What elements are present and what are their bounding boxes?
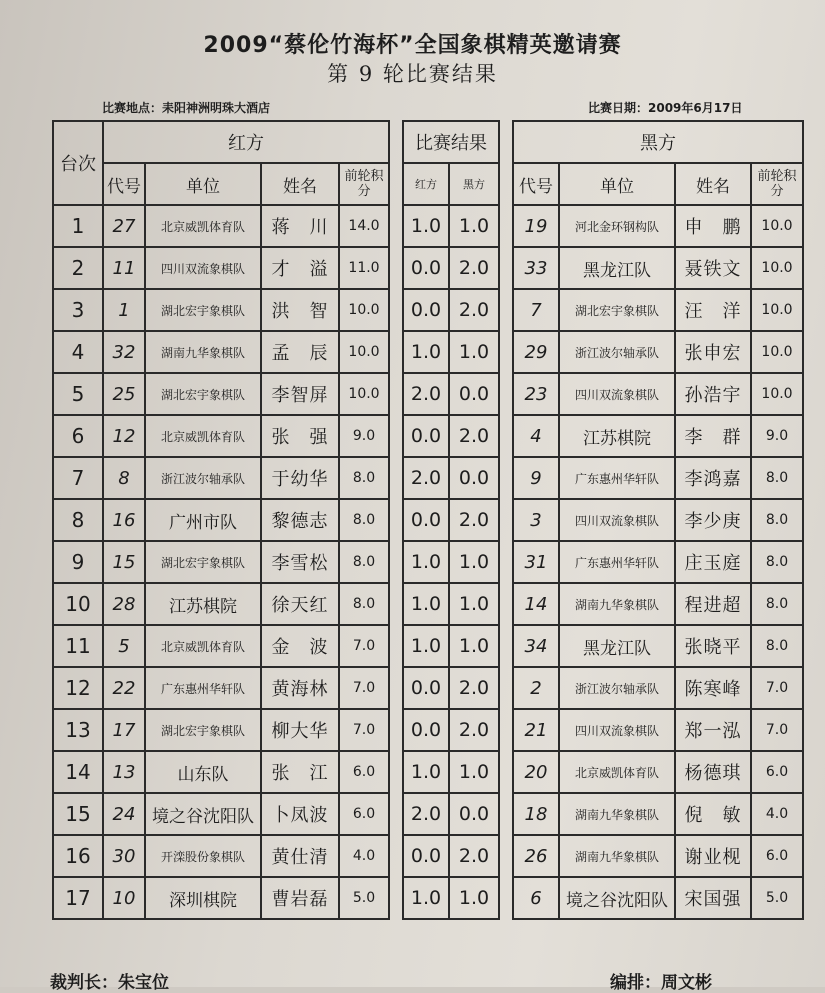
red-score-cell: 0.0 — [403, 289, 449, 331]
black-unit-cell: 湖北宏宇象棋队 — [559, 289, 675, 331]
black-code-cell: 20 — [513, 751, 559, 793]
red-code-cell: 10 — [103, 877, 145, 919]
table-number-cell: 8 — [53, 499, 103, 541]
red-name-cell: 卜凤波 — [261, 793, 339, 835]
red-unit-cell: 四川双流象棋队 — [145, 247, 261, 289]
black-name-cell: 聂铁文 — [675, 247, 751, 289]
table-number-cell: 7 — [53, 457, 103, 499]
red-score-cell: 1.0 — [403, 205, 449, 247]
black-code-cell: 14 — [513, 583, 559, 625]
red-prev-points-cell: 9.0 — [339, 415, 389, 457]
column-gap — [499, 835, 513, 877]
black-name-cell: 张申宏 — [675, 331, 751, 373]
red-prev-points-cell: 8.0 — [339, 457, 389, 499]
black-name-cell: 倪 敏 — [675, 793, 751, 835]
black-code-cell: 6 — [513, 877, 559, 919]
column-gap — [389, 877, 403, 919]
column-gap — [389, 709, 403, 751]
red-code-cell: 13 — [103, 751, 145, 793]
red-prev-points-cell: 11.0 — [339, 247, 389, 289]
red-name-cell: 洪 智 — [261, 289, 339, 331]
black-name-cell: 李少庚 — [675, 499, 751, 541]
header-result-red: 红方 — [403, 163, 449, 205]
black-prev-points-cell: 6.0 — [751, 835, 803, 877]
header-black-prev-points: 前轮积分 — [751, 163, 803, 205]
red-prev-points-cell: 7.0 — [339, 709, 389, 751]
red-code-cell: 12 — [103, 415, 145, 457]
column-gap — [389, 751, 403, 793]
red-name-cell: 才 溢 — [261, 247, 339, 289]
red-unit-cell: 北京威凯体育队 — [145, 415, 261, 457]
black-unit-cell: 湖南九华象棋队 — [559, 583, 675, 625]
red-prev-points-cell: 14.0 — [339, 205, 389, 247]
black-prev-points-cell: 7.0 — [751, 709, 803, 751]
red-score-cell: 2.0 — [403, 373, 449, 415]
black-prev-points-cell: 10.0 — [751, 289, 803, 331]
red-name-cell: 黄海林 — [261, 667, 339, 709]
table-number-cell: 5 — [53, 373, 103, 415]
black-unit-cell: 四川双流象棋队 — [559, 373, 675, 415]
red-code-cell: 16 — [103, 499, 145, 541]
column-gap — [389, 541, 403, 583]
red-score-cell: 1.0 — [403, 625, 449, 667]
red-code-cell: 11 — [103, 247, 145, 289]
black-unit-cell: 境之谷沈阳队 — [559, 877, 675, 919]
table-number-cell: 6 — [53, 415, 103, 457]
editor-label: 编排：周文彬 — [610, 973, 712, 993]
table-row — [53, 709, 803, 751]
black-name-cell: 程进超 — [675, 583, 751, 625]
red-prev-points-cell: 6.0 — [339, 793, 389, 835]
red-score-cell: 2.0 — [403, 457, 449, 499]
black-code-cell: 23 — [513, 373, 559, 415]
black-unit-cell: 四川双流象棋队 — [559, 499, 675, 541]
black-prev-points-cell: 10.0 — [751, 373, 803, 415]
table-number-cell: 14 — [53, 751, 103, 793]
black-score-cell: 0.0 — [449, 793, 499, 835]
table-number-cell: 15 — [53, 793, 103, 835]
column-gap — [389, 289, 403, 331]
header-table-no: 台次 — [53, 121, 103, 205]
red-code-cell: 25 — [103, 373, 145, 415]
column-gap — [499, 541, 513, 583]
header-red-prev-points: 前轮积分 — [339, 163, 389, 205]
black-name-cell: 谢业枧 — [675, 835, 751, 877]
header-result: 比赛结果 — [403, 121, 499, 163]
black-score-cell: 1.0 — [449, 625, 499, 667]
column-gap — [389, 457, 403, 499]
table-number-cell: 4 — [53, 331, 103, 373]
red-name-cell: 黎德志 — [261, 499, 339, 541]
black-name-cell: 孙浩宇 — [675, 373, 751, 415]
header-black: 黑方 — [513, 121, 803, 163]
red-unit-cell: 湖北宏宇象棋队 — [145, 541, 261, 583]
red-code-cell: 28 — [103, 583, 145, 625]
red-prev-points-cell: 10.0 — [339, 289, 389, 331]
black-code-cell: 18 — [513, 793, 559, 835]
black-code-cell: 26 — [513, 835, 559, 877]
black-name-cell: 李 群 — [675, 415, 751, 457]
table-row — [53, 793, 803, 835]
black-score-cell: 2.0 — [449, 835, 499, 877]
black-code-cell: 2 — [513, 667, 559, 709]
black-unit-cell: 湖南九华象棋队 — [559, 835, 675, 877]
page-subtitle: 第 9 轮比赛结果 — [327, 62, 498, 86]
black-score-cell: 1.0 — [449, 541, 499, 583]
column-gap — [389, 625, 403, 667]
black-code-cell: 9 — [513, 457, 559, 499]
black-prev-points-cell: 10.0 — [751, 331, 803, 373]
red-name-cell: 金 波 — [261, 625, 339, 667]
red-name-cell: 李智屏 — [261, 373, 339, 415]
table-row — [53, 373, 803, 415]
red-unit-cell: 山东队 — [145, 751, 261, 793]
red-unit-cell: 江苏棋院 — [145, 583, 261, 625]
black-score-cell: 2.0 — [449, 289, 499, 331]
black-code-cell: 31 — [513, 541, 559, 583]
table-number-cell: 13 — [53, 709, 103, 751]
black-prev-points-cell: 9.0 — [751, 415, 803, 457]
black-unit-cell: 江苏棋院 — [559, 415, 675, 457]
red-score-cell: 1.0 — [403, 331, 449, 373]
table-row — [53, 205, 803, 247]
table-number-cell: 3 — [53, 289, 103, 331]
header-red-name: 姓名 — [261, 163, 339, 205]
black-prev-points-cell: 6.0 — [751, 751, 803, 793]
red-name-cell: 张 强 — [261, 415, 339, 457]
red-prev-points-cell: 8.0 — [339, 499, 389, 541]
black-code-cell: 7 — [513, 289, 559, 331]
black-prev-points-cell: 5.0 — [751, 877, 803, 919]
black-code-cell: 34 — [513, 625, 559, 667]
red-unit-cell: 北京威凯体育队 — [145, 625, 261, 667]
black-unit-cell: 广东惠州华轩队 — [559, 457, 675, 499]
column-gap — [389, 415, 403, 457]
red-unit-cell: 北京威凯体育队 — [145, 205, 261, 247]
black-unit-cell: 黑龙江队 — [559, 625, 675, 667]
column-gap — [499, 877, 513, 919]
black-unit-cell: 黑龙江队 — [559, 247, 675, 289]
black-score-cell: 2.0 — [449, 415, 499, 457]
red-prev-points-cell: 8.0 — [339, 583, 389, 625]
red-unit-cell: 湖北宏宇象棋队 — [145, 709, 261, 751]
table-row — [53, 331, 803, 373]
table-row — [53, 247, 803, 289]
black-prev-points-cell: 10.0 — [751, 205, 803, 247]
red-code-cell: 27 — [103, 205, 145, 247]
black-name-cell: 杨德琪 — [675, 751, 751, 793]
black-score-cell: 0.0 — [449, 373, 499, 415]
header-result-black: 黑方 — [449, 163, 499, 205]
header-black-name: 姓名 — [675, 163, 751, 205]
header-red: 红方 — [103, 121, 389, 163]
red-name-cell: 孟 辰 — [261, 331, 339, 373]
red-unit-cell: 湖南九华象棋队 — [145, 331, 261, 373]
red-prev-points-cell: 7.0 — [339, 667, 389, 709]
table-number-cell: 17 — [53, 877, 103, 919]
column-gap — [499, 121, 513, 205]
red-name-cell: 李雪松 — [261, 541, 339, 583]
red-unit-cell: 境之谷沈阳队 — [145, 793, 261, 835]
black-code-cell: 33 — [513, 247, 559, 289]
black-score-cell: 0.0 — [449, 457, 499, 499]
black-name-cell: 郑一泓 — [675, 709, 751, 751]
table-number-cell: 1 — [53, 205, 103, 247]
table-row — [53, 289, 803, 331]
red-unit-cell: 浙江波尔轴承队 — [145, 457, 261, 499]
red-code-cell: 5 — [103, 625, 145, 667]
table-number-cell: 9 — [53, 541, 103, 583]
column-gap — [499, 289, 513, 331]
black-name-cell: 宋国强 — [675, 877, 751, 919]
table-row — [53, 499, 803, 541]
red-score-cell: 0.0 — [403, 499, 449, 541]
black-score-cell: 2.0 — [449, 667, 499, 709]
red-code-cell: 8 — [103, 457, 145, 499]
red-unit-cell: 深圳棋院 — [145, 877, 261, 919]
red-score-cell: 0.0 — [403, 835, 449, 877]
column-gap — [389, 835, 403, 877]
header-red-code: 代号 — [103, 163, 145, 205]
red-name-cell: 黄仕清 — [261, 835, 339, 877]
black-prev-points-cell: 10.0 — [751, 247, 803, 289]
black-score-cell: 1.0 — [449, 751, 499, 793]
table-row — [53, 877, 803, 919]
black-code-cell: 29 — [513, 331, 559, 373]
venue-label: 比赛地点：耒阳神洲明珠大酒店 — [102, 101, 271, 115]
red-prev-points-cell: 10.0 — [339, 373, 389, 415]
column-gap — [389, 667, 403, 709]
red-code-cell: 17 — [103, 709, 145, 751]
black-code-cell: 4 — [513, 415, 559, 457]
red-score-cell: 2.0 — [403, 793, 449, 835]
red-name-cell: 曹岩磊 — [261, 877, 339, 919]
black-name-cell: 汪 洋 — [675, 289, 751, 331]
red-name-cell: 徐天红 — [261, 583, 339, 625]
black-score-cell: 1.0 — [449, 583, 499, 625]
column-gap — [499, 415, 513, 457]
column-gap — [389, 499, 403, 541]
black-name-cell: 申 鹏 — [675, 205, 751, 247]
black-score-cell: 1.0 — [449, 205, 499, 247]
table-number-cell: 16 — [53, 835, 103, 877]
column-gap — [499, 583, 513, 625]
black-unit-cell: 北京威凯体育队 — [559, 751, 675, 793]
black-unit-cell: 浙江波尔轴承队 — [559, 331, 675, 373]
black-code-cell: 21 — [513, 709, 559, 751]
red-name-cell: 于幼华 — [261, 457, 339, 499]
table-row — [53, 751, 803, 793]
red-score-cell: 1.0 — [403, 583, 449, 625]
red-score-cell: 0.0 — [403, 667, 449, 709]
table-row — [53, 541, 803, 583]
results-table — [52, 120, 804, 920]
black-prev-points-cell: 8.0 — [751, 625, 803, 667]
red-score-cell: 1.0 — [403, 751, 449, 793]
black-name-cell: 李鸿嘉 — [675, 457, 751, 499]
column-gap — [389, 793, 403, 835]
red-unit-cell: 广州市队 — [145, 499, 261, 541]
black-prev-points-cell: 4.0 — [751, 793, 803, 835]
table-row — [53, 457, 803, 499]
red-code-cell: 15 — [103, 541, 145, 583]
black-unit-cell: 广东惠州华轩队 — [559, 541, 675, 583]
black-unit-cell: 四川双流象棋队 — [559, 709, 675, 751]
column-gap — [499, 247, 513, 289]
red-prev-points-cell: 4.0 — [339, 835, 389, 877]
black-unit-cell: 浙江波尔轴承队 — [559, 667, 675, 709]
header-red-unit: 单位 — [145, 163, 261, 205]
table-number-cell: 10 — [53, 583, 103, 625]
referee-label: 裁判长：朱宝位 — [50, 973, 169, 993]
red-unit-cell: 广东惠州华轩队 — [145, 667, 261, 709]
red-score-cell: 0.0 — [403, 709, 449, 751]
column-gap — [389, 331, 403, 373]
red-prev-points-cell: 5.0 — [339, 877, 389, 919]
red-score-cell: 0.0 — [403, 247, 449, 289]
black-code-cell: 3 — [513, 499, 559, 541]
table-number-cell: 12 — [53, 667, 103, 709]
red-code-cell: 22 — [103, 667, 145, 709]
column-gap — [499, 667, 513, 709]
black-score-cell: 2.0 — [449, 499, 499, 541]
column-gap — [389, 583, 403, 625]
table-number-cell: 2 — [53, 247, 103, 289]
black-score-cell: 2.0 — [449, 247, 499, 289]
header-black-code: 代号 — [513, 163, 559, 205]
black-code-cell: 19 — [513, 205, 559, 247]
black-prev-points-cell: 8.0 — [751, 457, 803, 499]
black-unit-cell: 湖南九华象棋队 — [559, 793, 675, 835]
black-unit-cell: 河北金环钢构队 — [559, 205, 675, 247]
black-prev-points-cell: 8.0 — [751, 499, 803, 541]
column-gap — [389, 373, 403, 415]
red-code-cell: 1 — [103, 289, 145, 331]
column-gap — [499, 205, 513, 247]
red-prev-points-cell: 10.0 — [339, 331, 389, 373]
red-code-cell: 24 — [103, 793, 145, 835]
red-code-cell: 32 — [103, 331, 145, 373]
table-number-cell: 11 — [53, 625, 103, 667]
column-gap — [389, 247, 403, 289]
black-name-cell: 张晓平 — [675, 625, 751, 667]
black-name-cell: 庄玉庭 — [675, 541, 751, 583]
column-gap — [389, 205, 403, 247]
red-prev-points-cell: 6.0 — [339, 751, 389, 793]
black-score-cell: 1.0 — [449, 331, 499, 373]
red-prev-points-cell: 8.0 — [339, 541, 389, 583]
red-score-cell: 1.0 — [403, 541, 449, 583]
red-name-cell: 张 江 — [261, 751, 339, 793]
column-gap — [499, 709, 513, 751]
black-prev-points-cell: 8.0 — [751, 541, 803, 583]
column-gap — [389, 121, 403, 205]
table-row — [53, 667, 803, 709]
date-label: 比赛日期：2009年6月17日 — [588, 101, 743, 115]
column-gap — [499, 751, 513, 793]
red-code-cell: 30 — [103, 835, 145, 877]
black-score-cell: 2.0 — [449, 709, 499, 751]
column-gap — [499, 793, 513, 835]
red-unit-cell: 开滦股份象棋队 — [145, 835, 261, 877]
column-gap — [499, 457, 513, 499]
column-gap — [499, 625, 513, 667]
black-prev-points-cell: 8.0 — [751, 583, 803, 625]
column-gap — [499, 499, 513, 541]
red-unit-cell: 湖北宏宇象棋队 — [145, 373, 261, 415]
black-prev-points-cell: 7.0 — [751, 667, 803, 709]
black-score-cell: 1.0 — [449, 877, 499, 919]
table-row — [53, 835, 803, 877]
red-unit-cell: 湖北宏宇象棋队 — [145, 289, 261, 331]
column-gap — [499, 331, 513, 373]
table-row — [53, 415, 803, 457]
header-black-unit: 单位 — [559, 163, 675, 205]
black-name-cell: 陈寒峰 — [675, 667, 751, 709]
red-name-cell: 柳大华 — [261, 709, 339, 751]
page-title: 2009“蔡伦竹海杯”全国象棋精英邀请赛 — [203, 33, 622, 58]
red-score-cell: 0.0 — [403, 415, 449, 457]
table-row — [53, 583, 803, 625]
red-prev-points-cell: 7.0 — [339, 625, 389, 667]
red-score-cell: 1.0 — [403, 877, 449, 919]
column-gap — [499, 373, 513, 415]
red-name-cell: 蒋 川 — [261, 205, 339, 247]
table-row — [53, 625, 803, 667]
